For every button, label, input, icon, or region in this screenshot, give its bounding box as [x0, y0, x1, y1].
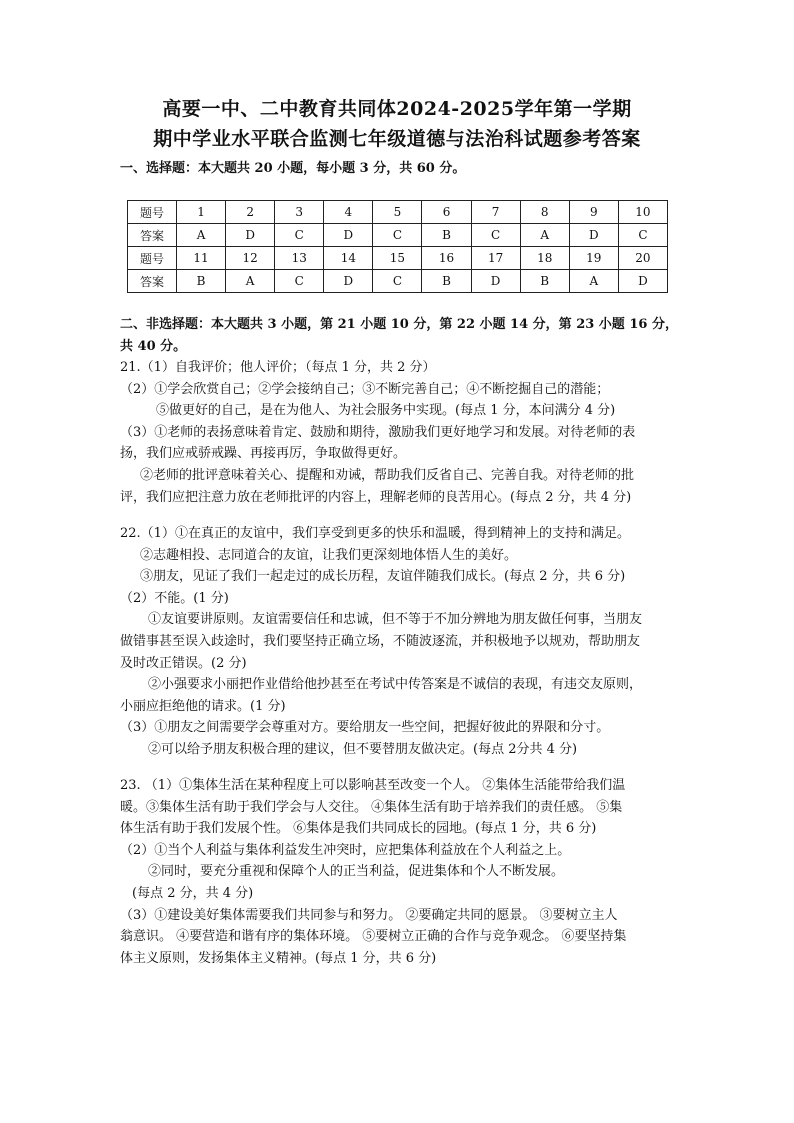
table-cell: 10 — [618, 201, 667, 224]
answer-line: ③朋友，见证了我们一起走过的成长历程，友谊伴随我们成长。(每点 2 分，共 6 分) — [140, 569, 626, 584]
table-cell: 9 — [569, 201, 618, 224]
table-cell: 15 — [373, 247, 422, 270]
answer-line: 翁意识。 ④要营造和谐有序的集体环境。 ⑤要树立正确的合作与竞争观念。 ⑥要坚持集 — [120, 929, 627, 944]
section2-heading-line1: 二、非选择题：本大题共 3 小题，第 21 小题 10 分，第 22 小题 14 分，第 23 小题 16 分， — [120, 317, 678, 332]
table-cell: 1 — [177, 201, 226, 224]
table-cell: 5 — [373, 201, 422, 224]
answer-line: 23. （1）①集体生活在某种程度上可以影响甚至改变一个人。 ②集体生活能带给我们温 — [120, 778, 626, 793]
table-cell: C — [275, 270, 324, 293]
table-cell: C — [373, 224, 422, 247]
answer-line: 体主义原则，发扬集体主义精神。(每点 1 分，共 6 分) — [120, 951, 437, 966]
document-title-line1: 高要一中、二中教育共同体2024-2025学年第一学期 — [162, 98, 632, 120]
table-label-cell: 答案 — [128, 270, 177, 293]
table-cell: D — [618, 270, 667, 293]
table-cell: A — [226, 270, 275, 293]
answer-line: 及时改正错误。(2 分) — [120, 656, 247, 671]
table-cell: 4 — [324, 201, 373, 224]
answer-line: ②老师的批评意味着关心、提醒和劝诫，帮助我们反省自己、完善自我。对待老师的批 — [140, 468, 635, 483]
answer-line: （2）①学会欣赏自己；②学会接纳自己；③不断完善自己；④不断挖掘自己的潜能； — [120, 382, 610, 397]
answer-line: 评，我们应把注意力放在老师批评的内容上，理解老师的良苦用心。(每点 2 分，共 4 分) — [120, 490, 632, 505]
answer-line: 体生活有助于我们发展个性。 ⑥集体是我们共同成长的园地。(每点 1 分，共 6 分) — [120, 821, 597, 836]
table-row — [128, 201, 668, 224]
answer-line: 做错事甚至误入歧途时，我们要坚持正确立场，不随波逐流，并积极地予以规劝，帮助朋友 — [120, 634, 641, 649]
table-cell: C — [373, 270, 422, 293]
answer-line: 21.（1）自我评价；他人评价；（每点 1 分，共 2 分） — [120, 360, 436, 375]
table-cell: B — [177, 270, 226, 293]
table-label-cell: 题号 — [128, 247, 177, 270]
answer-line: ②志趣相投、志同道合的友谊，让我们更深刻地体悟人生的美好。 — [140, 548, 518, 563]
section1-heading: 一、选择题：本大题共 20 小题，每小题 3 分，共 60 分。 — [120, 161, 466, 176]
table-cell: 17 — [471, 247, 520, 270]
table-cell: 8 — [520, 201, 569, 224]
table-label-cell: 答案 — [128, 224, 177, 247]
table-cell: 3 — [275, 201, 324, 224]
table-cell: 11 — [177, 247, 226, 270]
table-cell: 18 — [520, 247, 569, 270]
section2-heading-line2: 共 40 分。 — [120, 339, 187, 354]
table-cell: B — [422, 224, 471, 247]
answer-line: 扬，我们应戒骄戒躁、再接再厉，争取做得更好。 — [120, 446, 407, 461]
document-title-line2: 期中学业水平联合监测七年级道德与法治科试题参考答案 — [153, 128, 641, 150]
table-cell: D — [324, 270, 373, 293]
table-cell: C — [275, 224, 324, 247]
table-cell: 2 — [226, 201, 275, 224]
answer-line: （3）①建设美好集体需要我们共同参与和努力。 ②要确定共同的愿景。 ③要树立主人 — [120, 908, 618, 923]
table-row — [128, 224, 668, 247]
table-cell: 6 — [422, 201, 471, 224]
table-cell: 20 — [618, 247, 667, 270]
answer-line: ⑤做更好的自己，是在为他人、为社会服务中实现。(每点 1 分，本问满分 4 分) — [156, 403, 616, 418]
table-cell: D — [324, 224, 373, 247]
answer-line: ②同时，要充分重视和保障个人的正当利益，促进集体和个人不断发展。 — [148, 864, 565, 879]
table-cell: 13 — [275, 247, 324, 270]
table-cell: D — [569, 224, 618, 247]
table-cell: A — [177, 224, 226, 247]
table-cell: A — [569, 270, 618, 293]
table-cell: D — [471, 270, 520, 293]
table-cell: 16 — [422, 247, 471, 270]
answer-line: （3）①朋友之间需要学会尊重对方。要给朋友一些空间，把握好彼此的界限和分寸。 — [120, 720, 610, 735]
table-cell: B — [520, 270, 569, 293]
table-cell: D — [226, 224, 275, 247]
table-cell: B — [422, 270, 471, 293]
answer-line: （2）①当个人利益与集体利益发生冲突时，应把集体利益放在个人利益之上。 — [120, 843, 571, 858]
table-cell: C — [471, 224, 520, 247]
table-cell: A — [520, 224, 569, 247]
answer-line: （3）①老师的表扬意味着肯定、鼓励和期待，激励我们更好地学习和发展。对待老师的表 — [120, 425, 636, 440]
table-row — [128, 270, 668, 293]
table-label-cell: 题号 — [128, 201, 177, 224]
answer-table — [127, 200, 668, 293]
answer-line: ②小强要求小丽把作业借给他抄甚至在考试中传答案是不诚信的表现，有违交友原则， — [148, 677, 643, 692]
answer-line: (每点 2 分，共 4 分) — [132, 886, 254, 901]
table-cell: C — [618, 224, 667, 247]
answer-line: ②可以给予朋友积极合理的建议，但不要替朋友做决定。(每点 2分共 4 分) — [148, 742, 578, 757]
answer-line: ①友谊要讲原则。友谊需要信任和忠诚，但不等于不加分辨地为朋友做任何事，当朋友 — [148, 612, 643, 627]
table-row — [128, 247, 668, 270]
answer-line: 小丽应拒绝他的请求。(1 分) — [120, 699, 286, 714]
answer-line: （2）不能。(1 分) — [120, 591, 229, 606]
answer-line: 22.（1）①在真正的友谊中，我们享受到更多的快乐和温暖，得到精神上的支持和满足。 — [120, 526, 630, 541]
table-cell: 14 — [324, 247, 373, 270]
answer-line: 暖。③集体生活有助于我们学会与人交往。 ④集体生活有助于培养我们的责任感。 ⑤集 — [120, 800, 623, 815]
table-cell: 19 — [569, 247, 618, 270]
table-cell: 12 — [226, 247, 275, 270]
table-cell: 7 — [471, 201, 520, 224]
